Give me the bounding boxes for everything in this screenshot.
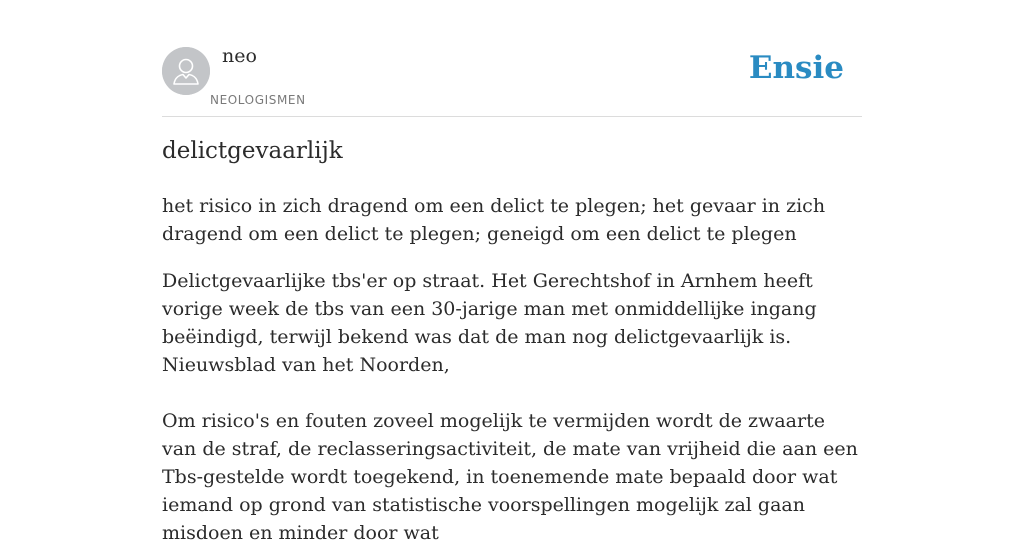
page-container bbox=[162, 0, 862, 544]
category-label[interactable]: NEOLOGISMEN bbox=[210, 93, 306, 107]
user-icon bbox=[162, 47, 210, 95]
example-source: Nieuwsblad van het Noorden, bbox=[162, 354, 450, 376]
header bbox=[162, 0, 862, 117]
entry-example bbox=[162, 267, 862, 547]
avatar[interactable] bbox=[162, 47, 210, 95]
brand-logo[interactable]: Ensie bbox=[748, 50, 844, 86]
entry-title: delictgevaarlijk bbox=[162, 138, 343, 164]
example-spacer bbox=[162, 379, 862, 407]
entry-definition: het risico in zich dragend om een delict te plegen; het gevaar in zich dragend om een delict te plegen; geneigd om een delict te plegen bbox=[162, 195, 826, 245]
username-link[interactable]: neo bbox=[222, 45, 257, 67]
example-text-2: Om risico's en fouten zoveel mogelijk te vermijden wordt de zwaarte van de straf, de reclasseringsactiviteit, de mate van vrijheid die aan een Tbs-gestelde wordt toegekend, in toenemende mate bepaald door wat iemand op grond van statistische voorspellingen mogelijk zal gaan misdoen en minder door wat bbox=[162, 410, 858, 544]
example-text: Delictgevaarlijke tbs'er op straat. Het Gerechtshof in Arnhem heeft vorige week de tbs van een 30-jarige man met onmiddellijke ingang beëindigd, terwijl bekend was dat de man nog delictgevaarlijk is. bbox=[162, 270, 817, 348]
